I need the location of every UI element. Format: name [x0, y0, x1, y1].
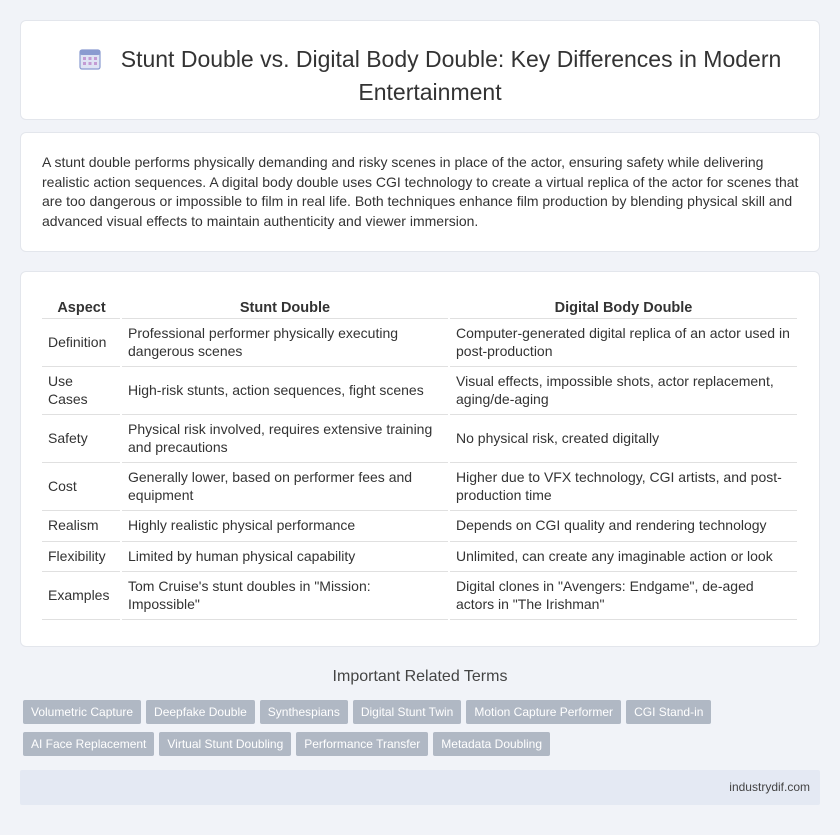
- page-title: [61, 44, 799, 107]
- tag-link[interactable]: Digital Stunt Twin: [353, 700, 462, 724]
- tag-link[interactable]: Virtual Stunt Doubling: [159, 732, 291, 756]
- row-aspect: Cost: [42, 463, 121, 511]
- header-digital-body-double: Digital Body Double: [449, 296, 798, 319]
- tag-link[interactable]: Deepfake Double: [146, 700, 255, 724]
- table-row: [42, 511, 798, 542]
- table-row: [42, 415, 798, 463]
- table-row: [42, 463, 798, 511]
- row-digital-body-double: Computer-generated digital replica of an actor used in post-production: [449, 319, 798, 367]
- calendar-grid-icon: [79, 47, 101, 77]
- tag-link[interactable]: Volumetric Capture: [23, 700, 141, 724]
- row-aspect: Definition: [42, 319, 121, 367]
- intro-text: A stunt double performs physically demanding and risky scenes in place of the actor, ensuring safety while delivering realistic action sequences. A digital body double uses CGI technology to create a virtual replica of the actor for scenes that are too dangerous or impossible to film in real life. Both techniques enhance film production by blending physical skill and advanced visual effects to maintain authenticity and viewer immersion.: [42, 154, 799, 229]
- row-digital-body-double: Visual effects, impossible shots, actor replacement, aging/de-aging: [449, 367, 798, 415]
- table-row: [42, 572, 798, 620]
- comparison-card: [20, 271, 820, 647]
- comparison-table: [42, 296, 799, 620]
- row-digital-body-double: Higher due to VFX technology, CGI artists, and post-production time: [449, 463, 798, 511]
- header-stunt-double: Stunt Double: [121, 296, 449, 319]
- title-card: [20, 20, 820, 120]
- footer-site[interactable]: industrydif.com: [729, 780, 810, 794]
- row-digital-body-double: Unlimited, can create any imaginable action or look: [449, 541, 798, 572]
- related-terms-tags: [23, 700, 813, 764]
- row-aspect: Examples: [42, 572, 121, 620]
- row-aspect: Flexibility: [42, 541, 121, 572]
- table-row: [42, 541, 798, 572]
- header-aspect: Aspect: [42, 296, 121, 319]
- tag-link[interactable]: Performance Transfer: [296, 732, 428, 756]
- footer: [20, 770, 820, 805]
- row-digital-body-double: No physical risk, created digitally: [449, 415, 798, 463]
- tag-link[interactable]: AI Face Replacement: [23, 732, 154, 756]
- row-stunt-double: Highly realistic physical performance: [121, 511, 449, 542]
- table-header-row: [42, 296, 798, 319]
- row-stunt-double: Professional performer physically executing dangerous scenes: [121, 319, 449, 367]
- page-title-text: Stunt Double vs. Digital Body Double: Key Differences in Modern Entertainment: [120, 46, 782, 105]
- row-aspect: Safety: [42, 415, 121, 463]
- row-digital-body-double: Digital clones in "Avengers: Endgame", de-aged actors in "The Irishman": [449, 572, 798, 620]
- row-stunt-double: Generally lower, based on performer fees and equipment: [121, 463, 449, 511]
- row-aspect: Use Cases: [42, 367, 121, 415]
- row-stunt-double: High-risk stunts, action sequences, fight scenes: [121, 367, 449, 415]
- intro-card: [20, 132, 820, 252]
- related-terms-title: Important Related Terms: [332, 668, 508, 685]
- row-aspect: Realism: [42, 511, 121, 542]
- tag-link[interactable]: Motion Capture Performer: [466, 700, 621, 724]
- tag-link[interactable]: CGI Stand-in: [626, 700, 711, 724]
- tag-link[interactable]: Metadata Doubling: [433, 732, 550, 756]
- row-stunt-double: Limited by human physical capability: [121, 541, 449, 572]
- row-stunt-double: Tom Cruise's stunt doubles in "Mission: Impossible": [121, 572, 449, 620]
- tag-link[interactable]: Synthespians: [260, 700, 348, 724]
- row-stunt-double: Physical risk involved, requires extensive training and precautions: [121, 415, 449, 463]
- table-row: [42, 367, 798, 415]
- row-digital-body-double: Depends on CGI quality and rendering technology: [449, 511, 798, 542]
- table-row: [42, 319, 798, 367]
